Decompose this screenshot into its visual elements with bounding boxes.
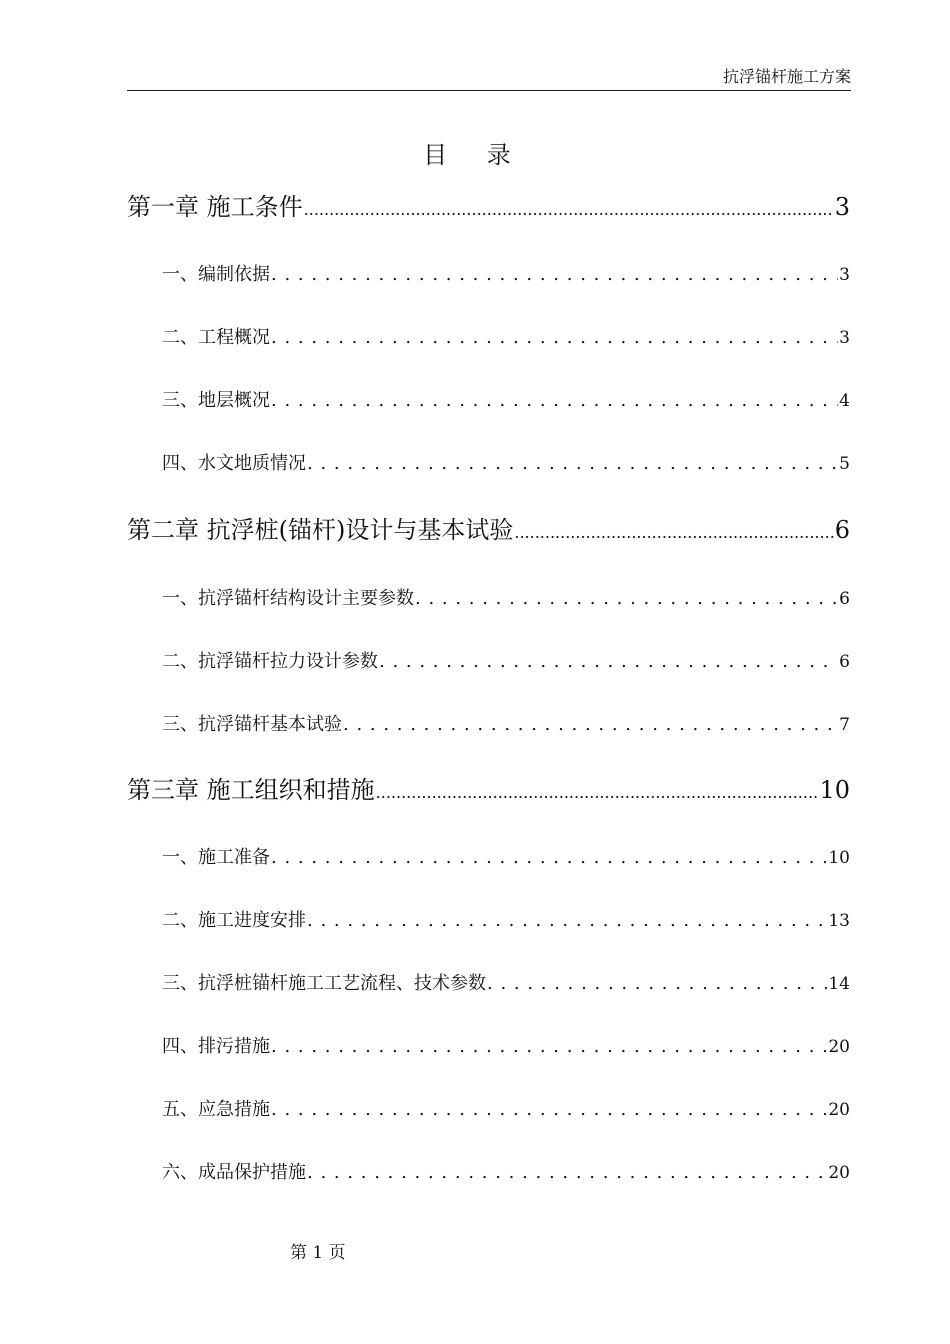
toc-section[interactable] xyxy=(162,1098,850,1122)
toc-entry-text: 二、抗浮锚杆拉力设计参数 xyxy=(162,651,378,672)
toc-title: 目 录 xyxy=(423,141,527,169)
toc-section[interactable] xyxy=(162,263,850,287)
toc-section[interactable] xyxy=(162,326,850,350)
toc-leader xyxy=(271,326,838,350)
toc-section[interactable] xyxy=(162,1161,850,1185)
toc-section[interactable] xyxy=(162,650,850,674)
toc-page-number: 6 xyxy=(839,589,850,609)
toc-chapter[interactable] xyxy=(127,192,850,225)
toc-page-number: 3 xyxy=(839,265,850,285)
toc-page-number: 20 xyxy=(828,1100,850,1120)
toc-leader xyxy=(271,1035,827,1059)
toc-entry-text: 二、工程概况 xyxy=(162,327,270,348)
toc-section[interactable] xyxy=(162,389,850,413)
toc-entry-text: 第三章 施工组织和措施 xyxy=(127,776,375,804)
toc-page-number: 6 xyxy=(839,652,850,672)
toc-entry-text: 第二章 抗浮桩(锚杆)设计与基本试验 xyxy=(127,516,514,544)
toc-leader xyxy=(304,192,834,225)
toc-page-number: 3 xyxy=(839,328,850,348)
toc-entry-text: 一、编制依据 xyxy=(162,264,270,285)
toc-leader xyxy=(487,972,827,996)
toc-leader xyxy=(514,515,833,548)
toc-entry-text: 三、抗浮锚杆基本试验 xyxy=(162,714,342,735)
toc-entry-text: 五、应急措施 xyxy=(162,1099,270,1120)
toc-page-number: 10 xyxy=(819,776,850,804)
page-footer: 第 1 页 xyxy=(290,1243,346,1263)
toc-section[interactable] xyxy=(162,846,850,870)
toc-entry-text: 四、水文地质情况 xyxy=(162,453,306,474)
toc-page-number: 20 xyxy=(828,1037,850,1057)
toc-leader xyxy=(271,263,838,287)
toc-page-number: 20 xyxy=(828,1163,850,1183)
toc-entry-text: 三、抗浮桩锚杆施工工艺流程、技术参数 xyxy=(162,973,486,994)
toc-leader xyxy=(271,1098,827,1122)
toc-entry-text: 一、抗浮锚杆结构设计主要参数 xyxy=(162,588,414,609)
toc-section[interactable] xyxy=(162,713,850,737)
header-title: 抗浮锚杆施工方案 xyxy=(722,67,851,86)
toc-leader xyxy=(376,775,819,808)
toc-entry-text: 二、施工进度安排 xyxy=(162,910,306,931)
toc-page-number: 5 xyxy=(839,454,850,474)
toc-section[interactable] xyxy=(162,587,850,611)
toc-page-number: 10 xyxy=(828,848,850,868)
toc-page-number: 7 xyxy=(839,715,850,735)
toc-chapter[interactable] xyxy=(127,515,850,548)
toc-leader xyxy=(271,389,838,413)
toc-leader xyxy=(307,909,827,933)
toc-page-number: 4 xyxy=(839,391,850,411)
toc-leader xyxy=(415,587,838,611)
toc-page-number: 13 xyxy=(828,911,850,931)
toc-section[interactable] xyxy=(162,1035,850,1059)
toc-section[interactable] xyxy=(162,972,850,996)
toc-entry-text: 一、施工准备 xyxy=(162,847,270,868)
toc-leader xyxy=(307,452,838,476)
toc-entry-text: 六、成品保护措施 xyxy=(162,1162,306,1183)
toc-page-number: 14 xyxy=(828,974,850,994)
toc-page-number: 6 xyxy=(834,516,850,544)
toc-leader xyxy=(379,650,838,674)
toc-entry-text: 四、排污措施 xyxy=(162,1036,270,1057)
toc-leader xyxy=(343,713,838,737)
toc-leader xyxy=(271,846,827,870)
toc-leader xyxy=(307,1161,827,1185)
toc-chapter[interactable] xyxy=(127,775,850,808)
toc-section[interactable] xyxy=(162,909,850,933)
toc-entry-text: 第一章 施工条件 xyxy=(127,193,303,221)
toc-page-number: 3 xyxy=(834,193,850,221)
toc-section[interactable] xyxy=(162,452,850,476)
toc-entry-text: 三、地层概况 xyxy=(162,390,270,411)
